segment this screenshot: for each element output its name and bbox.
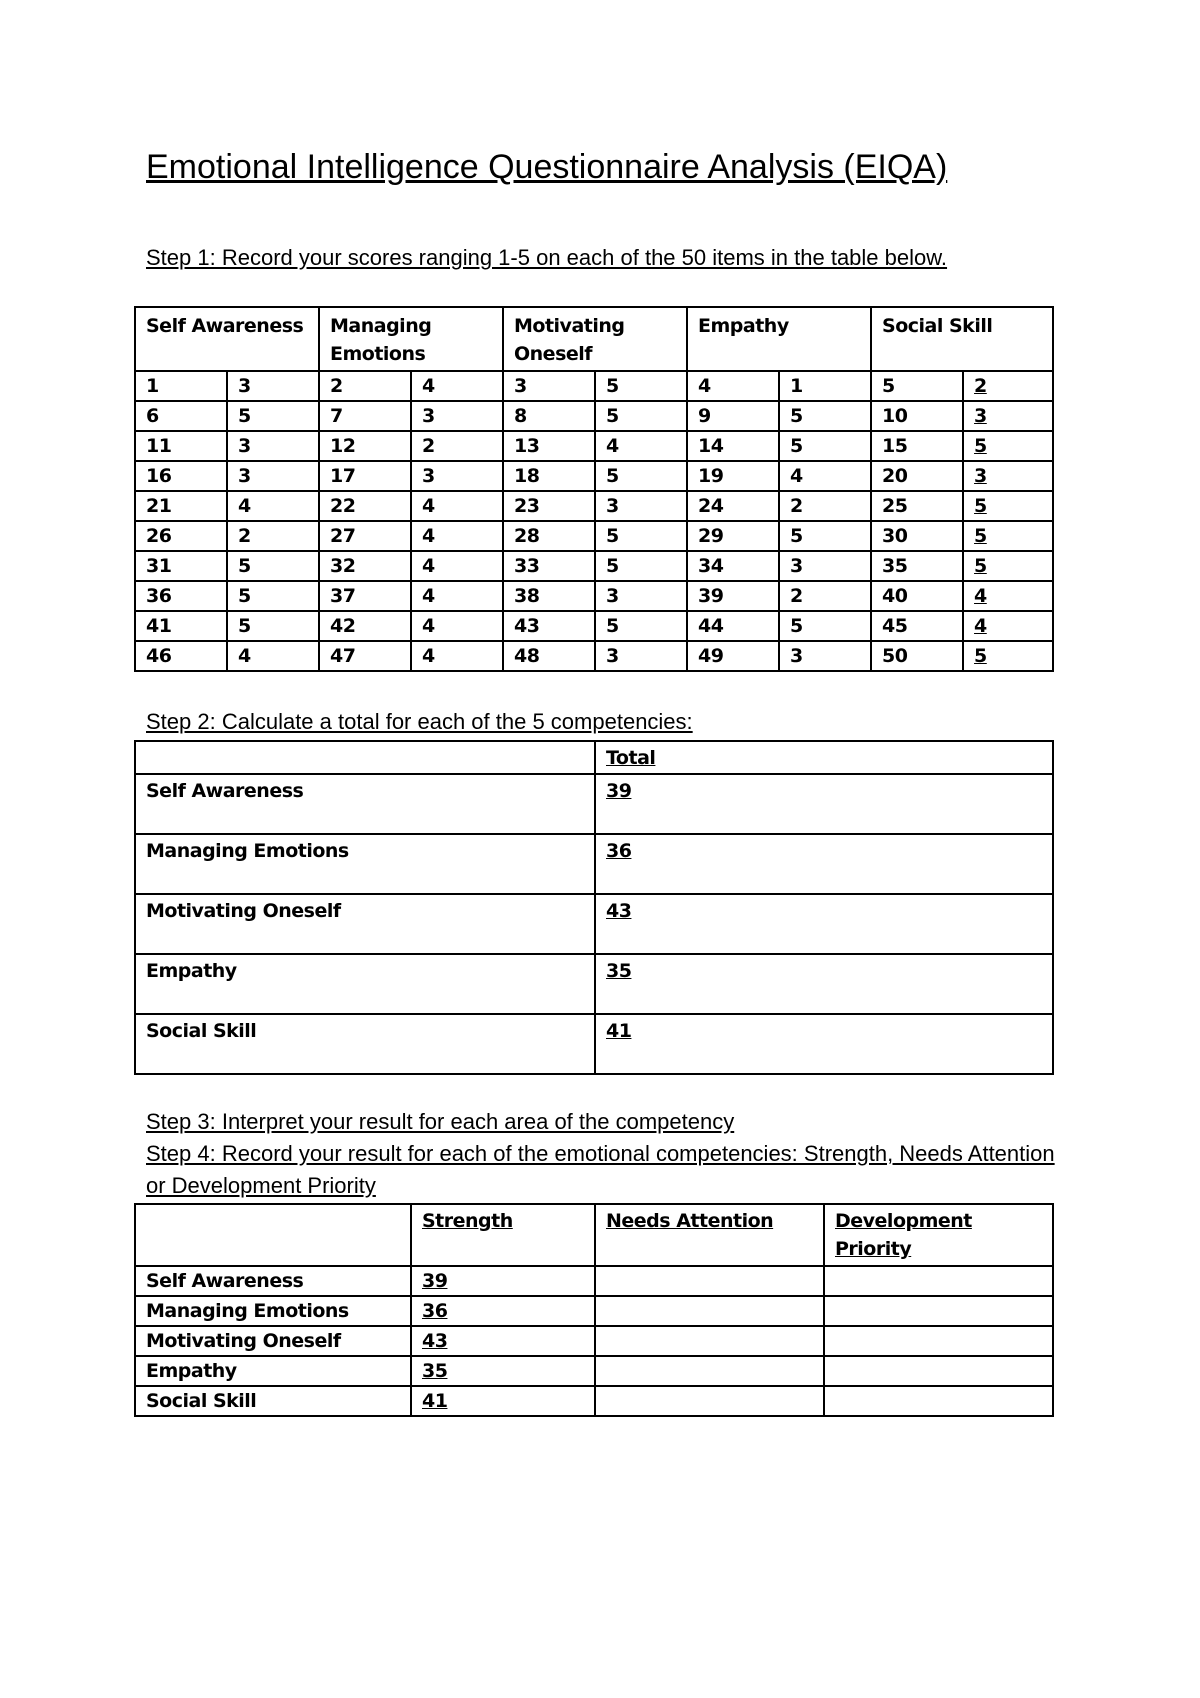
step-2-instruction: Step 2: Calculate a total for each of the 5 competencies: — [146, 709, 693, 734]
results-header-blank — [135, 1204, 411, 1266]
development-priority-cell — [824, 1296, 1053, 1326]
strength-cell: 43 — [411, 1326, 595, 1356]
item-number-cell: 50 — [871, 641, 963, 671]
scores-table — [134, 306, 1054, 672]
item-number-cell: 41 — [135, 611, 227, 641]
page-title: Emotional Intelligence Questionnaire Analysis (EIQA) — [146, 148, 948, 186]
competency-label: Motivating Oneself — [135, 1326, 411, 1356]
item-number-cell: 21 — [135, 491, 227, 521]
totals-row-self-awareness — [135, 774, 1053, 834]
scores-row — [135, 551, 1053, 581]
item-number-cell: 37 — [319, 581, 411, 611]
item-number-cell: 44 — [687, 611, 779, 641]
results-row-motivating-oneself — [135, 1326, 1053, 1356]
competency-label: Social Skill — [135, 1386, 411, 1416]
item-number-cell: 25 — [871, 491, 963, 521]
strength-cell: 39 — [411, 1266, 595, 1296]
score-cell: 5 — [227, 611, 319, 641]
item-number-cell: 12 — [319, 431, 411, 461]
totals-header-total: Total — [595, 741, 1053, 774]
item-number-cell: 36 — [135, 581, 227, 611]
score-cell: 2 — [227, 521, 319, 551]
competency-label: Empathy — [135, 1356, 411, 1386]
score-cell: 5 — [227, 551, 319, 581]
score-cell: 3 — [595, 641, 687, 671]
score-cell: 4 — [227, 641, 319, 671]
score-cell: 4 — [411, 491, 503, 521]
strength-cell: 35 — [411, 1356, 595, 1386]
score-cell: 5 — [595, 401, 687, 431]
step-1-instruction: Step 1: Record your scores ranging 1-5 on each of the 50 items in the table below. — [146, 245, 948, 270]
item-number-cell: 48 — [503, 641, 595, 671]
competency-label: Self Awareness — [135, 1266, 411, 1296]
scores-row — [135, 371, 1053, 401]
score-cell: 3 — [411, 461, 503, 491]
item-number-cell: 10 — [871, 401, 963, 431]
score-cell: 5 — [963, 551, 1053, 581]
item-number-cell: 13 — [503, 431, 595, 461]
item-number-cell: 31 — [135, 551, 227, 581]
score-cell: 4 — [963, 581, 1053, 611]
item-number-cell: 35 — [871, 551, 963, 581]
needs-attention-cell — [595, 1386, 824, 1416]
item-number-cell: 46 — [135, 641, 227, 671]
competency-label: Empathy — [135, 954, 595, 1014]
totals-row-empathy — [135, 954, 1053, 1014]
score-cell: 5 — [227, 581, 319, 611]
scores-row — [135, 461, 1053, 491]
score-cell: 3 — [595, 581, 687, 611]
item-number-cell: 14 — [687, 431, 779, 461]
scores-row — [135, 431, 1053, 461]
score-cell: 5 — [595, 521, 687, 551]
scores-header-empathy: Empathy — [687, 307, 871, 371]
score-cell: 3 — [411, 401, 503, 431]
item-number-cell: 20 — [871, 461, 963, 491]
item-number-cell: 3 — [503, 371, 595, 401]
item-number-cell: 15 — [871, 431, 963, 461]
score-cell: 3 — [227, 461, 319, 491]
item-number-cell: 4 — [687, 371, 779, 401]
results-row-social-skill — [135, 1386, 1053, 1416]
item-number-cell: 9 — [687, 401, 779, 431]
item-number-cell: 43 — [503, 611, 595, 641]
competency-total: 36 — [595, 834, 1053, 894]
results-row-managing-emotions — [135, 1296, 1053, 1326]
competency-total: 43 — [595, 894, 1053, 954]
development-priority-cell — [824, 1266, 1053, 1296]
score-cell: 5 — [963, 641, 1053, 671]
results-header-needs-attention: Needs Attention — [595, 1204, 824, 1266]
scores-header-social-skill: Social Skill — [871, 307, 1053, 371]
score-cell: 5 — [227, 401, 319, 431]
competency-label: Motivating Oneself — [135, 894, 595, 954]
totals-row-managing-emotions — [135, 834, 1053, 894]
item-number-cell: 47 — [319, 641, 411, 671]
competency-total: 41 — [595, 1014, 1053, 1074]
results-header-row — [135, 1204, 1053, 1266]
score-cell: 3 — [779, 641, 871, 671]
score-cell: 5 — [779, 401, 871, 431]
results-row-self-awareness — [135, 1266, 1053, 1296]
score-cell: 5 — [779, 521, 871, 551]
item-number-cell: 22 — [319, 491, 411, 521]
item-number-cell: 18 — [503, 461, 595, 491]
step-4-instruction: Step 4: Record your result for each of the emotional competencies: Strength, Needs Attention or Development Priority — [146, 1141, 1055, 1198]
item-number-cell: 45 — [871, 611, 963, 641]
score-cell: 5 — [779, 431, 871, 461]
development-priority-cell — [824, 1386, 1053, 1416]
item-number-cell: 39 — [687, 581, 779, 611]
competency-label: Self Awareness — [135, 774, 595, 834]
item-number-cell: 23 — [503, 491, 595, 521]
competency-label: Managing Emotions — [135, 834, 595, 894]
competency-label: Managing Emotions — [135, 1296, 411, 1326]
score-cell: 2 — [779, 581, 871, 611]
needs-attention-cell — [595, 1326, 824, 1356]
strength-cell: 36 — [411, 1296, 595, 1326]
item-number-cell: 42 — [319, 611, 411, 641]
item-number-cell: 11 — [135, 431, 227, 461]
totals-header-blank — [135, 741, 595, 774]
item-number-cell: 17 — [319, 461, 411, 491]
score-cell: 5 — [963, 491, 1053, 521]
item-number-cell: 26 — [135, 521, 227, 551]
results-row-empathy — [135, 1356, 1053, 1386]
score-cell: 3 — [779, 551, 871, 581]
item-number-cell: 2 — [319, 371, 411, 401]
item-number-cell: 28 — [503, 521, 595, 551]
score-cell: 3 — [595, 491, 687, 521]
score-cell: 5 — [595, 611, 687, 641]
item-number-cell: 40 — [871, 581, 963, 611]
competency-total: 35 — [595, 954, 1053, 1014]
item-number-cell: 8 — [503, 401, 595, 431]
score-cell: 2 — [411, 431, 503, 461]
needs-attention-cell — [595, 1356, 824, 1386]
item-number-cell: 33 — [503, 551, 595, 581]
scores-row — [135, 521, 1053, 551]
item-number-cell: 30 — [871, 521, 963, 551]
item-number-cell: 6 — [135, 401, 227, 431]
score-cell: 4 — [411, 581, 503, 611]
score-cell: 1 — [779, 371, 871, 401]
item-number-cell: 1 — [135, 371, 227, 401]
competency-total: 39 — [595, 774, 1053, 834]
score-cell: 2 — [963, 371, 1053, 401]
score-cell: 4 — [963, 611, 1053, 641]
item-number-cell: 34 — [687, 551, 779, 581]
needs-attention-cell — [595, 1296, 824, 1326]
score-cell: 4 — [411, 551, 503, 581]
strength-cell: 41 — [411, 1386, 595, 1416]
scores-row — [135, 641, 1053, 671]
score-cell: 4 — [411, 371, 503, 401]
score-cell: 4 — [411, 611, 503, 641]
scores-header-self-awareness: Self Awareness — [135, 307, 319, 371]
scores-header-motivating-oneself: Motivating Oneself — [503, 307, 687, 371]
totals-table — [134, 740, 1054, 1075]
development-priority-cell — [824, 1326, 1053, 1356]
score-cell: 4 — [779, 461, 871, 491]
item-number-cell: 16 — [135, 461, 227, 491]
results-header-development-priority: Development Priority — [824, 1204, 1053, 1266]
score-cell: 4 — [411, 641, 503, 671]
item-number-cell: 49 — [687, 641, 779, 671]
competency-label: Social Skill — [135, 1014, 595, 1074]
score-cell: 4 — [227, 491, 319, 521]
totals-row-social-skill — [135, 1014, 1053, 1074]
item-number-cell: 29 — [687, 521, 779, 551]
score-cell: 3 — [227, 431, 319, 461]
scores-header-row — [135, 307, 1053, 371]
item-number-cell: 5 — [871, 371, 963, 401]
totals-row-motivating-oneself — [135, 894, 1053, 954]
item-number-cell: 19 — [687, 461, 779, 491]
score-cell: 5 — [963, 431, 1053, 461]
item-number-cell: 38 — [503, 581, 595, 611]
score-cell: 5 — [595, 461, 687, 491]
score-cell: 3 — [963, 461, 1053, 491]
totals-header-row — [135, 741, 1053, 774]
score-cell: 5 — [779, 611, 871, 641]
item-number-cell: 27 — [319, 521, 411, 551]
score-cell: 3 — [963, 401, 1053, 431]
results-header-strength: Strength — [411, 1204, 595, 1266]
step-3-instruction: Step 3: Interpret your result for each area of the competency — [146, 1109, 735, 1134]
scores-row — [135, 491, 1053, 521]
scores-header-managing-emotions: Managing Emotions — [319, 307, 503, 371]
item-number-cell: 7 — [319, 401, 411, 431]
score-cell: 3 — [227, 371, 319, 401]
score-cell: 2 — [779, 491, 871, 521]
scores-row — [135, 581, 1053, 611]
scores-row — [135, 401, 1053, 431]
development-priority-cell — [824, 1356, 1053, 1386]
scores-row — [135, 611, 1053, 641]
score-cell: 5 — [963, 521, 1053, 551]
needs-attention-cell — [595, 1266, 824, 1296]
score-cell: 5 — [595, 371, 687, 401]
score-cell: 4 — [411, 521, 503, 551]
results-table — [134, 1203, 1054, 1417]
item-number-cell: 24 — [687, 491, 779, 521]
item-number-cell: 32 — [319, 551, 411, 581]
score-cell: 4 — [595, 431, 687, 461]
score-cell: 5 — [595, 551, 687, 581]
